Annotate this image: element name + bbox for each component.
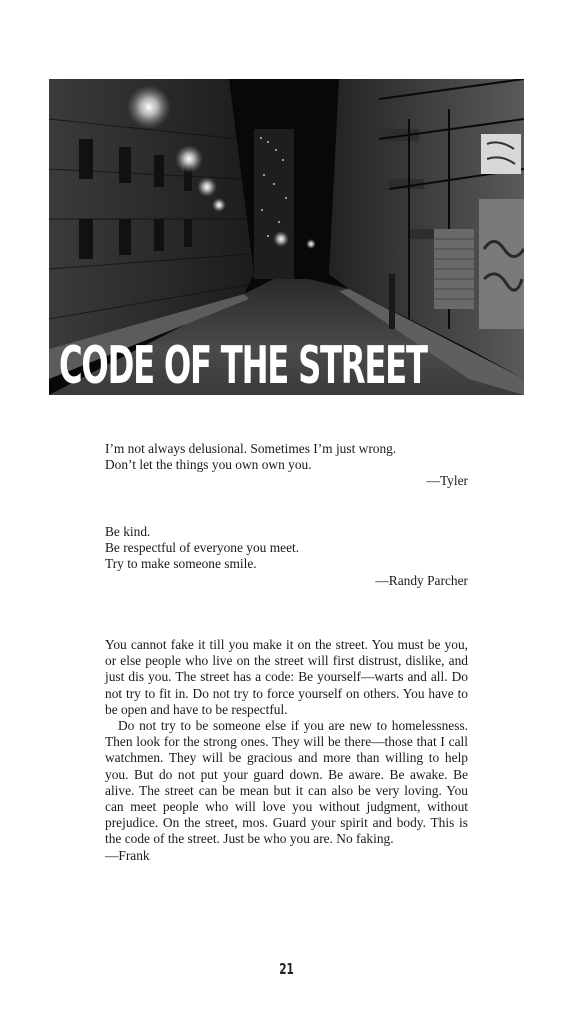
quote-line: Be respectful of everyone you meet.: [105, 540, 300, 556]
quote-line: Don’t let the things you own own you.: [105, 457, 312, 473]
quote-attribution: —Tyler: [426, 473, 468, 489]
page-number: 21: [279, 960, 294, 978]
quote-line: Be kind.: [105, 524, 151, 539]
quote-line: Try to make someone smile.: [105, 556, 257, 572]
page-title: CODE OF THE STREET: [59, 336, 427, 395]
quote-attribution: —Randy Parcher: [375, 572, 468, 588]
quote-paragraph: Do not try to be someone else if you are new to homelessness. Then look for the strong ones. They will be there—those that I call watchmen. They will be gracious and more than willing to help you. But do not put your guard down. Be aware. Be awake. Be alive. The street can be mean but it can also be very loving. You can meet people who will love you without judgment, without prejudice. On the street, mos. Guard your spirit and body. This is the code of the street. Just be who you are. No faking.: [105, 718, 468, 847]
quote-block-frank: [105, 637, 468, 864]
quote-paragraph: You cannot fake it till you make it on the street. You must be you, or else people who live on the street will first distrust, dislike, and just dis you. The street has a code: Be yourself—warts and all. Do not try to fit in. Do not try to force yourself on others. You have to be open and have to be respectful.: [105, 637, 468, 717]
hero-photo: [49, 79, 524, 395]
quote-attribution: —Frank: [105, 847, 150, 863]
quote-block-tyler: [105, 441, 468, 490]
quote-line: I’m not always delusional. Sometimes I’m just wrong.: [105, 441, 397, 456]
quote-block-randy-parcher: [105, 524, 468, 589]
